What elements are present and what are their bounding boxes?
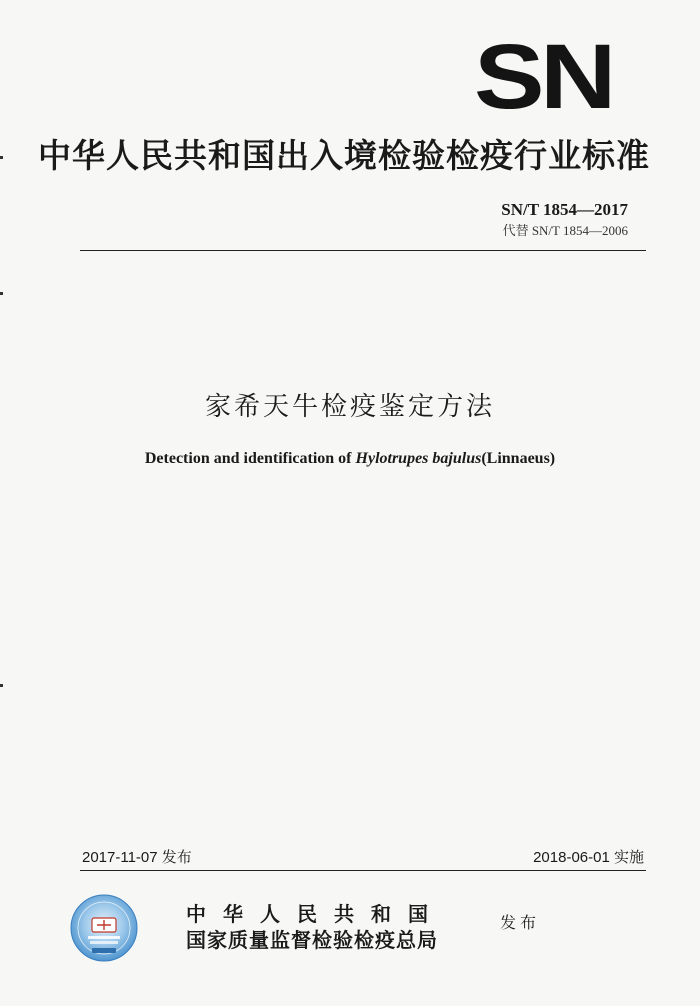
issuer-country: 中华人民共和国: [186, 902, 445, 926]
implementation-date: 2018-06-01 实施: [533, 849, 644, 866]
anti-counterfeit-seal-icon: [70, 894, 138, 962]
sn-logo: SN: [474, 26, 612, 128]
issue-date: 2017-11-07 发布: [82, 849, 192, 866]
standard-number: SN/T 1854—2017: [501, 200, 628, 219]
title-english-suffix: (Linnaeus): [481, 450, 556, 467]
binding-mark: [0, 684, 3, 687]
binding-mark: [0, 292, 3, 295]
title-english-species: Hylotrupes bajulus: [355, 450, 482, 467]
binding-mark: [0, 156, 3, 159]
document-title-chinese: 家希天牛检疫鉴定方法: [204, 392, 495, 422]
issuer-label: 发布: [500, 913, 541, 932]
standard-replaces: 代替 SN/T 1854—2006: [502, 223, 628, 238]
top-divider: [80, 250, 646, 251]
document-title-english: [0, 450, 700, 468]
title-english-prefix: Detection and identification of: [144, 450, 356, 467]
org-title: 中华人民共和国出入境检验检疫行业标准: [38, 136, 650, 175]
issuer-agency: 国家质量监督检验检疫总局: [186, 928, 438, 952]
bottom-divider: [80, 870, 646, 871]
